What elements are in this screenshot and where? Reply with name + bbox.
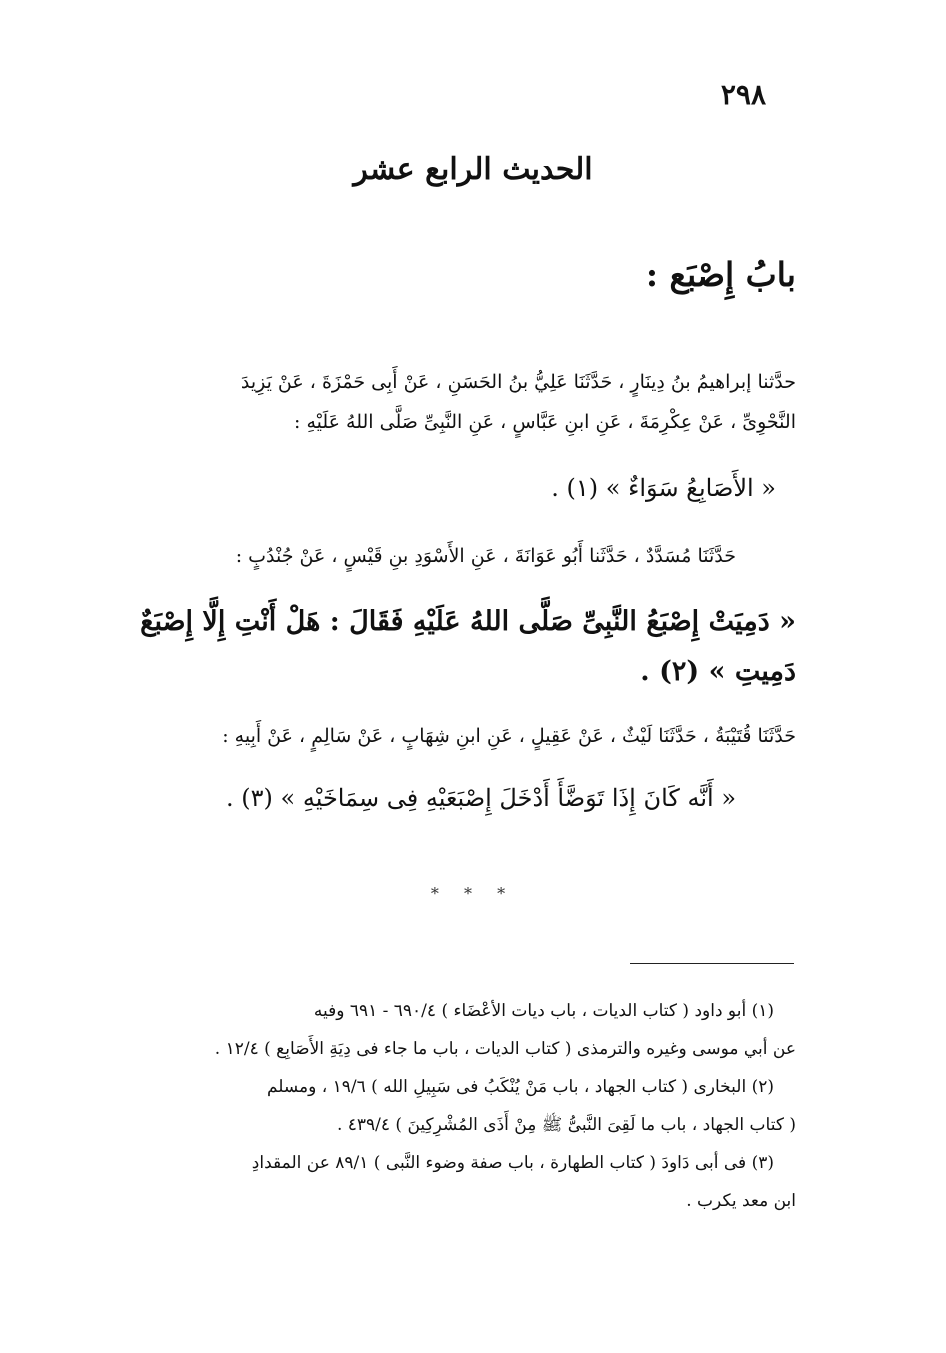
footnotes [116, 992, 796, 1220]
narration-2-matn-line-1: « دَمِيَتْ إِصْبَعُ النَّبِىِّ صَلَّى اللهُ عَلَيْهِ فَقَالَ : هَلْ أَنْتِ إِلَّا إِصْبَعٌ [140, 606, 796, 637]
chapter-title: بابُ إِصْبَع : [645, 255, 796, 294]
narration-2-matn-line-2: دَمِيتِ » (٢) . [640, 656, 796, 687]
narration-2-isnad: حَدَّثَنَا مُسَدَّدٌ ، حَدَّثَنا أَبُو عَوَانَةَ ، عَنِ الأَسْوَدِ بنِ قَيْسٍ ، عَنْ جُنْدُبٍ : [235, 545, 736, 567]
footnote-line: عن أبي موسى وغيره والترمذى ( كتاب الديات ، باب ما جاء فى دِيَةِ الأَصَابِع ) ١٢/٤ . [214, 1039, 796, 1059]
footnote-divider [630, 963, 794, 964]
footnote-line: (٢) البخارى ( كتاب الجهاد ، باب مَنْ يُنْكَبُ فى سَبِيلِ الله ) ١٩/٦ ، ومسلم [266, 1077, 774, 1097]
footnote-line: (١) أبو داود ( كتاب الديات ، باب ديات الأعْضَاء ) ٦٩٠/٤ - ٦٩١ وفيه [313, 1001, 774, 1021]
narration-1-isnad-line-2: النَّحْوِىِّ ، عَنْ عِكْرِمَةَ ، عَنِ ابنِ عَبَّاسٍ ، عَنِ النَّبِىِّ صَلَّى اللهُ عَلَيْهِ : [294, 411, 796, 433]
narration-2-matn [116, 597, 796, 697]
narration-1-isnad [116, 362, 796, 442]
narration-1-matn: « الأَصَابِعُ سَوَاءٌ » (١) . [551, 474, 776, 502]
narration-3-matn: « أَنَّه كَانَ إِذَا تَوَضَّأَ أَدْخَلَ إِصْبَعَيْهِ فِى سِمَاخَيْهِ » (٣) . [226, 784, 736, 812]
footnote-line: (٣) فى أبى دَاودَ ( كتاب الطهارة ، باب صفة وضوء النَّبى ) ٨٩/١ عن المقدادِ [251, 1153, 774, 1173]
section-separator: * * * [430, 884, 516, 903]
narration-1-isnad-line-1: حدَّثنا إبراهيمُ بنُ دِينَارٍ ، حَدَّثَنَا عَلِيُّ بنُ الحَسَنِ ، عَنْ أَبِى حَمْزَةَ ، عَنْ يَزِيدَ [240, 371, 796, 393]
narration-3-isnad: حَدَّثَنَا قُتَيْبَةُ ، حَدَّثَنَا لَيْثٌ ، عَنْ عَقِيلٍ ، عَنِ ابنِ شِهَابٍ ، عَنْ سَالِمٍ ، عَنْ أَبِيهِ : [222, 725, 796, 747]
footnote-line: ( كتاب الجهاد ، باب ما لَقِىَ النَّبىُّ ﷺ مِنْ أَذَى المُشْرِكِينَ ) ٤٣٩/٤ . [336, 1115, 796, 1135]
footnote-line: ابن معد يكرب . [686, 1191, 796, 1211]
hadith-title: الحديث الرابع عشر [353, 152, 593, 187]
page-number: ٢٩٨ [720, 78, 766, 111]
